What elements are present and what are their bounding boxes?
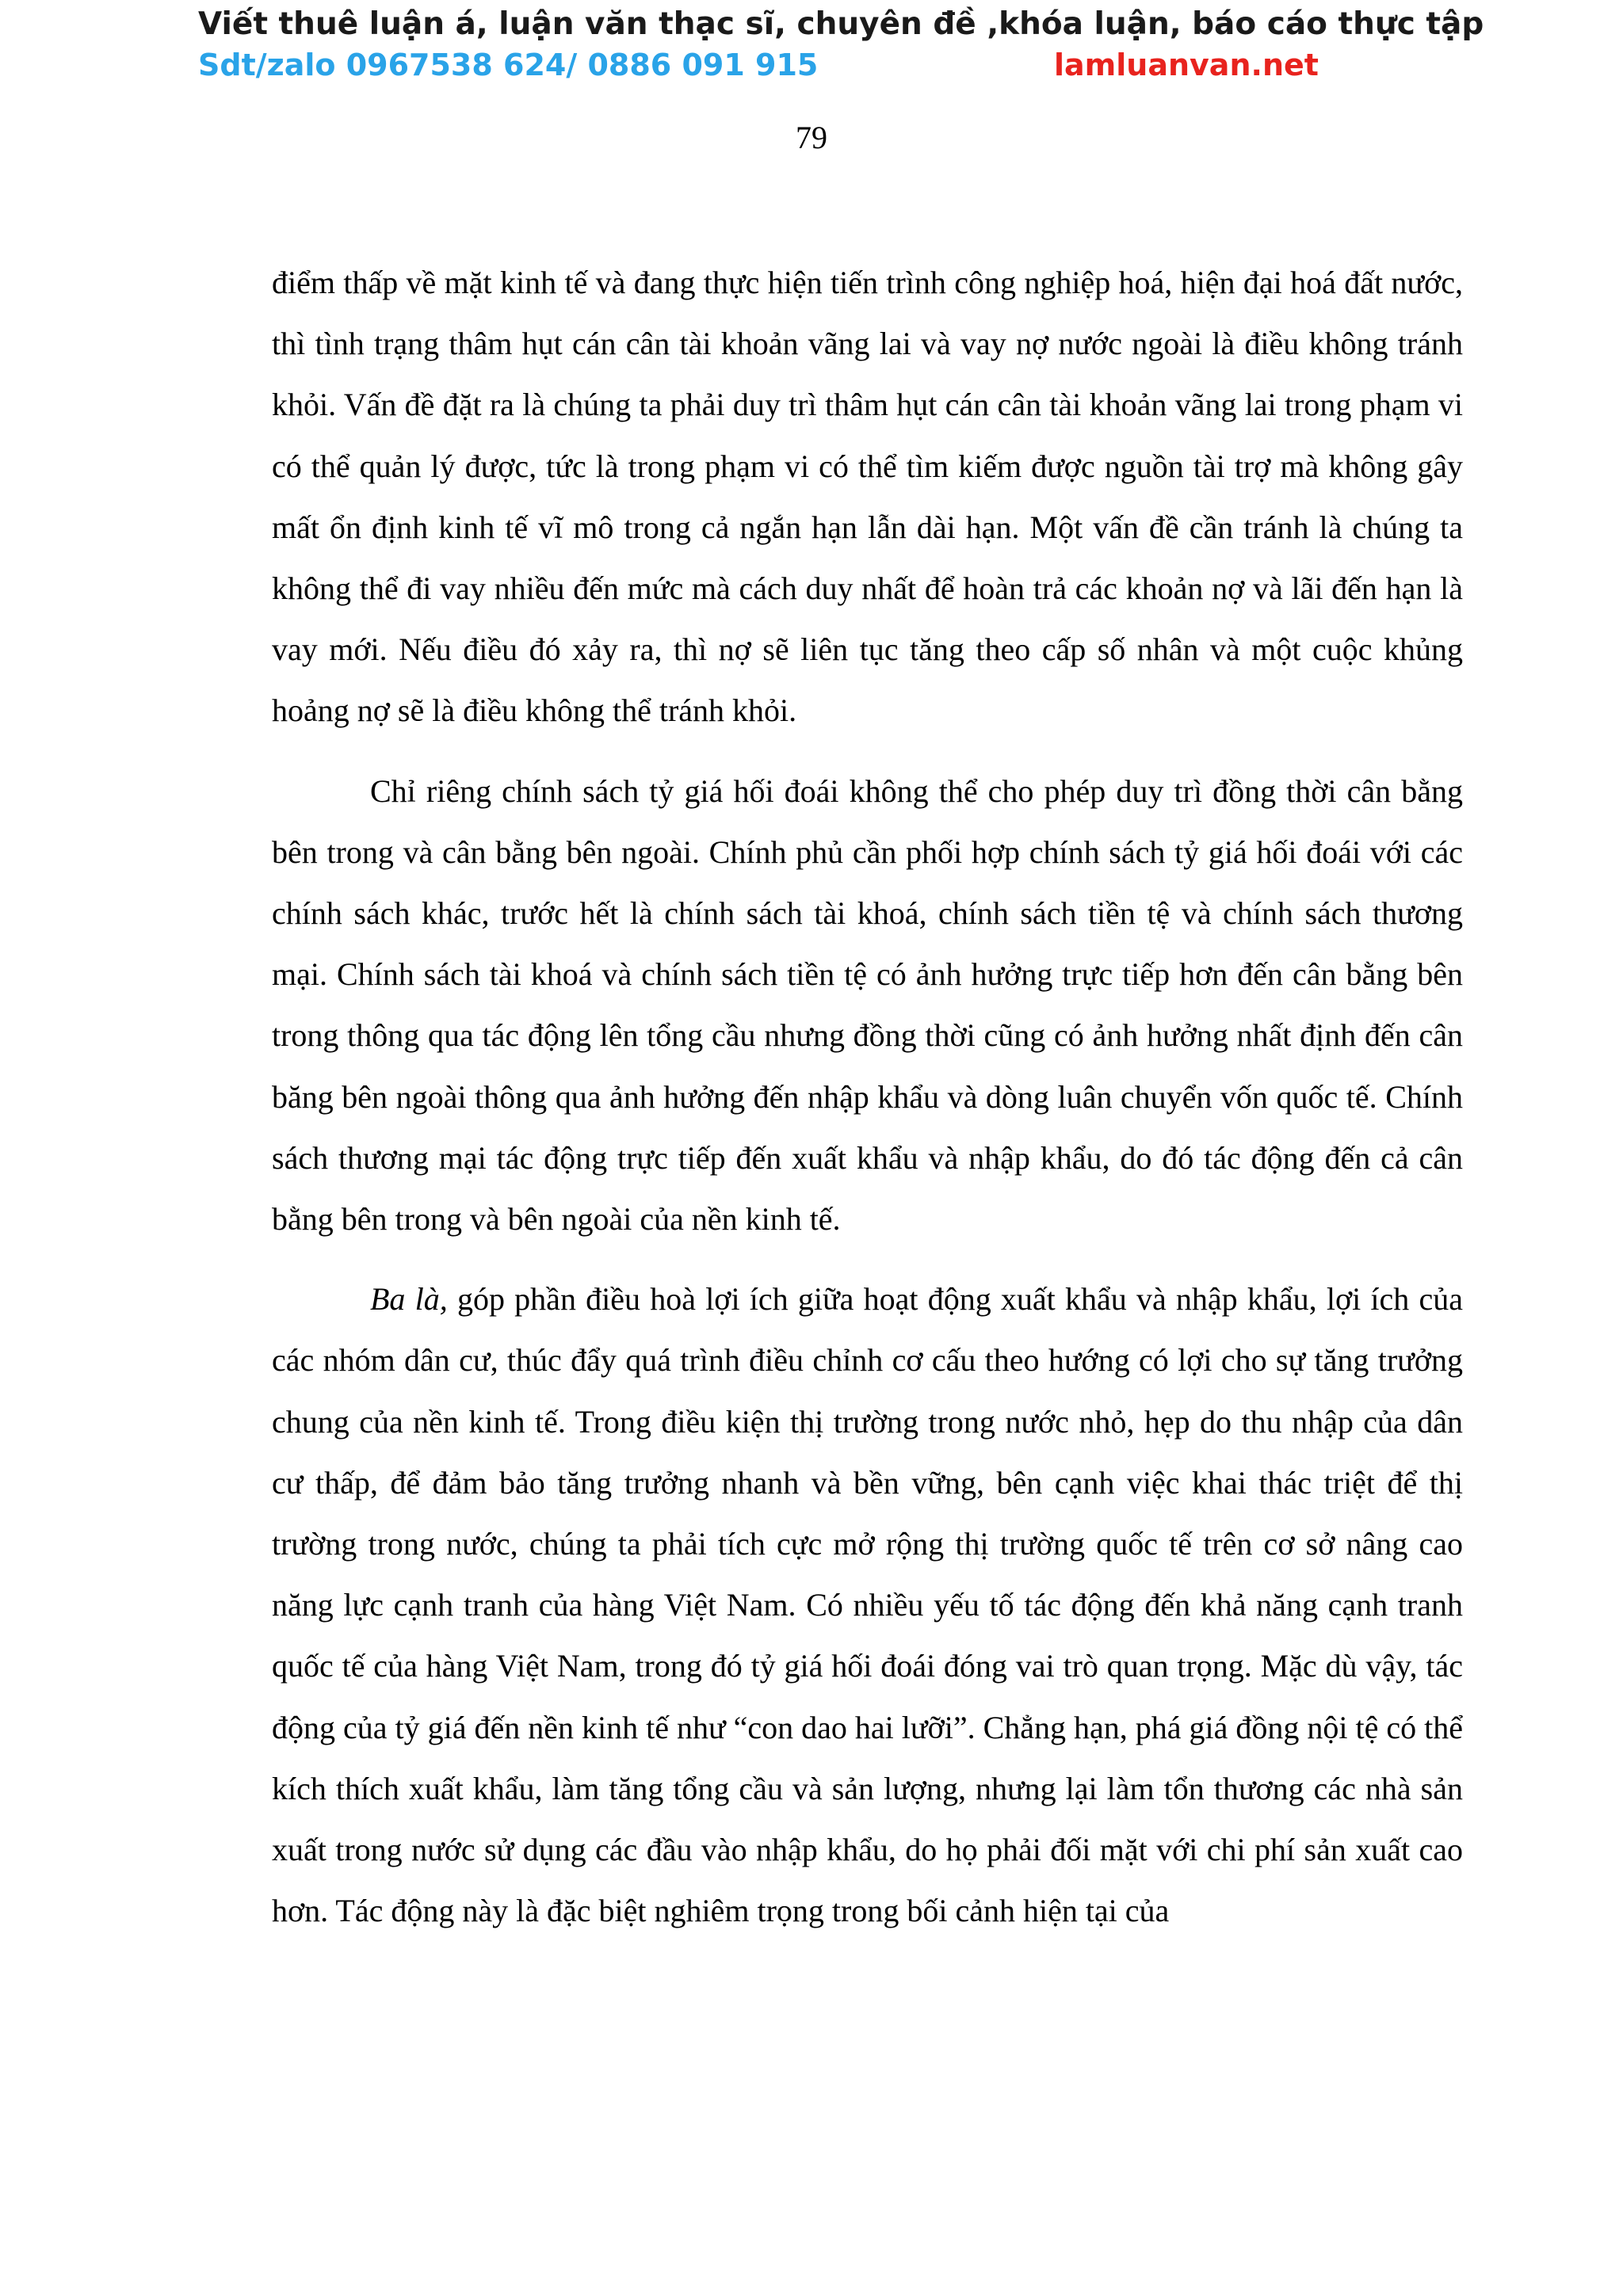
paragraph-continuation [272, 252, 1463, 742]
paragraph-policy-coordination [272, 761, 1463, 1250]
header-website-link[interactable]: lamluanvan.net [1054, 48, 1319, 82]
document-body [272, 252, 1463, 1960]
paragraph-text: Chỉ riêng chính sách tỷ giá hối đoái không thể cho phép duy trì đồng thời cân bằng bên trong và cân bằng bên ngoài. Chính phủ cần phối hợp chính sách tỷ giá hối đoái với các chính sách khác, trước hết là chính sách tài khoá, chính sách tiền tệ và chính sách thương mại. Chính sách tài khoá và chính sách tiền tệ có ảnh hưởng trực tiếp hơn đến cân bằng bên trong thông qua tác động lên tổng cầu nhưng đồng thời cũng có ảnh hưởng nhất định đến cân băng bên ngoài thông qua ảnh hưởng đến nhập khẩu và dòng luân chuyển vốn quốc tế. Chính sách thương mại tác động trực tiếp đến xuất khẩu và nhập khẩu, do đó tác động đến cả cân bằng bên trong và bên ngoài của nền kinh tế. [272, 772, 1463, 1238]
header-phone-contact: Sdt/zalo 0967538 624/ 0886 091 915 [198, 48, 819, 82]
header-banner-text: Viết thuê luận á, luận văn thạc sĩ, chuyên đề ,khóa luận, báo cáo thực tập [198, 6, 1484, 42]
paragraph-ba-la [272, 1268, 1463, 1941]
paragraph-text: điểm thấp về mặt kinh tế và đang thực hiện tiến trình công nghiệp hoá, hiện đại hoá đất nước, thì tình trạng thâm hụt cán cân tài khoản vãng lai và vay nợ nước ngoài là điều không tránh khỏi. Vấn đề đặt ra là chúng ta phải duy trì thâm hụt cán cân tài khoản vãng lai trong phạm vi có thể quản lý được, tức là trong phạm vi có thể tìm kiếm được nguồn tài trợ mà không gây mất ổn định kinh tế vĩ mô trong cả ngắn hạn lẫn dài hạn. Một vấn đề cần tránh là chúng ta không thể đi vay nhiều đến mức mà cách duy nhất để hoàn trả các khoản nợ và lãi đến hạn là vay mới. Nếu điều đó xảy ra, thì nợ sẽ liên tục tăng theo cấp số nhân và một cuộc khủng hoảng nợ sẽ là điều không thể tránh khỏi. [272, 265, 1463, 729]
paragraph-text: góp phần điều hoà lợi ích giữa hoạt động xuất khẩu và nhập khẩu, lợi ích của các nhóm dân cư, thúc đẩy quá trình điều chỉnh cơ cấu theo hướng có lợi cho sự tăng trưởng chung của nền kinh tế. Trong điều kiện thị trường trong nước nhỏ, hẹp do thu nhập của dân cư thấp, để đảm bảo tăng trưởng nhanh và bền vững, bên cạnh việc khai thác triệt để thị trường trong nước, chúng ta phải tích cực mở rộng thị trường quốc tế trên cơ sở nâng cao năng lực cạnh tranh của hàng Việt Nam. Có nhiều yếu tố tác động đến khả năng cạnh tranh quốc tế của hàng Việt Nam, trong đó tỷ giá hối đoái đóng vai trò quan trọng. Mặc dù vậy, tác động của tỷ giá đến nền kinh tế như “con dao hai lưỡi”. Chẳng hạn, phá giá đồng nội tệ có thể kích thích xuất khẩu, làm tăng tổng cầu và sản lượng, nhưng lại làm tổn thương các nhà sản xuất trong nước sử dụng các đầu vào nhập khẩu, do họ phải đối mặt với chi phí sản xuất cao hơn. Tác động này là đặc biệt nghiêm trọng trong bối cảnh hiện tại của [272, 1281, 1464, 1929]
page-number: 79 [796, 120, 827, 155]
paragraph-lead-italic: Ba là, [370, 1281, 448, 1318]
